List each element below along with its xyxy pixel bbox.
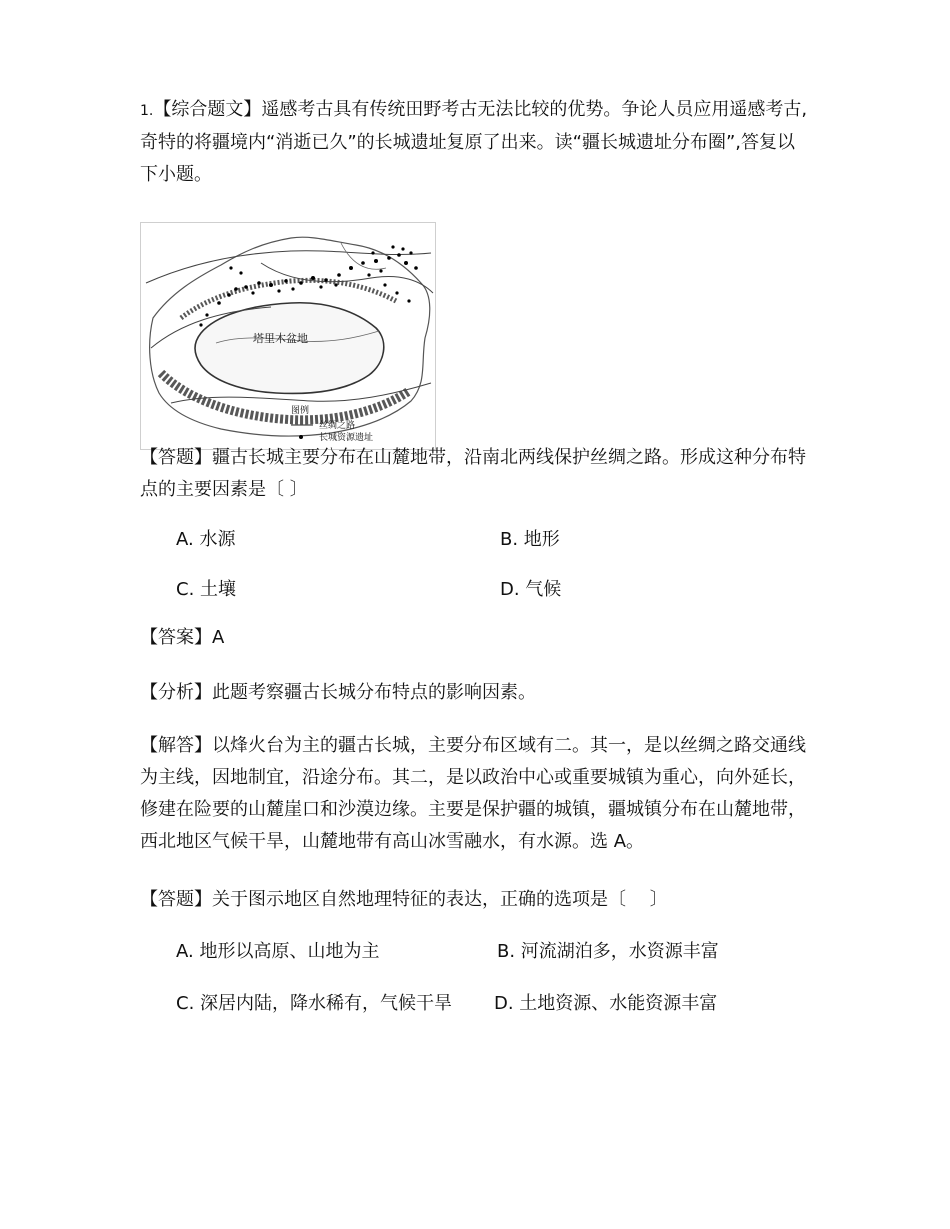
sub2-option-a[interactable]: A. 地形以高原、山地为主 bbox=[176, 941, 380, 962]
legend-dot-swatch bbox=[299, 435, 303, 439]
xinjiang-great-wall-map bbox=[140, 222, 436, 450]
question-stem bbox=[140, 94, 812, 191]
question-number: 1. bbox=[140, 103, 154, 119]
sub1-prompt: 【答题】疆古长城主要分布在山麓地带，沿南北两线保护丝绸之路。形成这种分布特点的主要因素是〔 〕 bbox=[140, 447, 806, 500]
legend-sites: 长城资源遗址 bbox=[319, 433, 374, 443]
sub2-prompt: 【答题】关于图示地区自然地理特征的表达，正确的选项是〔 〕 bbox=[140, 889, 668, 910]
sub1-option-a[interactable]: A. 水源 bbox=[176, 529, 236, 550]
sub2-option-d[interactable]: D. 土地资源、水能资源丰富 bbox=[494, 993, 718, 1014]
sub2-option-c[interactable]: C. 深居内陆，降水稀有，气候干旱 bbox=[176, 993, 453, 1014]
sub1-option-d[interactable]: D. 气候 bbox=[500, 579, 562, 600]
sub1-option-c[interactable]: C. 土壤 bbox=[176, 579, 237, 600]
sub1-analysis: 【分析】此题考察疆古长城分布特点的影响因素。 bbox=[140, 682, 536, 703]
sub1-answer: 【答案】A bbox=[140, 627, 225, 648]
basin-label: 塔里木盆地 bbox=[253, 332, 308, 345]
question-stem-text: 【综合题文】遥感考古具有传统田野考古无法比较的优势。争论人员应用遥感考古,奇特的将疆境内“消逝已久”的长城遗址复原了出来。读“疆长城遗址分布圈”,答复以下小题。 bbox=[140, 99, 808, 185]
map-figure bbox=[141, 223, 435, 449]
sub1-option-b[interactable]: B. 地形 bbox=[500, 529, 560, 550]
sub2-option-b[interactable]: B. 河流湖泊多，水资源丰富 bbox=[497, 941, 719, 962]
legend-silk-road: 丝绸之路 bbox=[319, 421, 356, 431]
sub1-solution: 【解答】以烽火台为主的疆古长城，主要分布区域有二。其一，是以丝绸之路交通线为主线，因地制宜，沿途分布。其二，是以政治中心或重要城镇为重心，向外延长，修建在险要的山麓崖口和沙漠边缘。主要是保护疆的城镇，疆城镇分布在山麓地带，西北地区气候干旱，山麓地带有高山冰雪融水，有水源。选 A。 bbox=[140, 735, 806, 852]
legend-title: 图例 bbox=[291, 406, 310, 416]
